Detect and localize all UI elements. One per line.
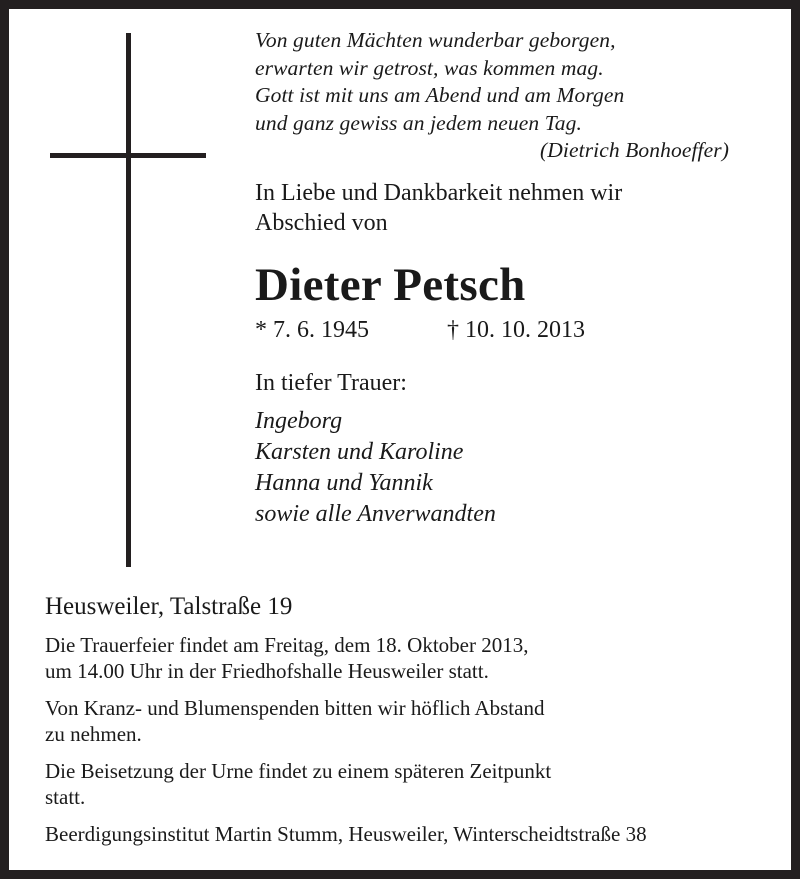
farewell-text: [255, 178, 783, 238]
flowers-line: Von Kranz- und Blumenspenden bitten wir höflich Abstand: [45, 696, 545, 720]
poem-line: Von guten Mächten wunderbar geborgen,: [255, 28, 616, 52]
deceased-name: Dieter Petsch: [255, 258, 526, 311]
funeral-service-info: [45, 632, 789, 684]
mourning-heading: In tiefer Trauer:: [255, 369, 407, 396]
poem-line: Gott ist mit uns am Abend und am Morgen: [255, 83, 625, 107]
mourner-name: Karsten und Karoline: [255, 438, 464, 465]
christian-cross-icon: [50, 33, 246, 577]
lower-text-block: [45, 591, 789, 847]
urn-burial-info: [45, 758, 789, 810]
mourner-name: Hanna und Yannik: [255, 469, 433, 496]
farewell-line: In Liebe und Dankbarkeit nehmen wir: [255, 179, 623, 206]
life-dates: [255, 316, 783, 344]
mourner-list: [255, 406, 783, 530]
poem-line: und ganz gewiss an jedem neuen Tag.: [255, 110, 582, 135]
notice-inner: [9, 9, 791, 870]
urn-line: statt.: [45, 785, 86, 809]
mourner-name: sowie alle Anverwandten: [255, 500, 496, 527]
death-date: † 10. 10. 2013: [447, 316, 585, 343]
service-line: Die Trauerfeier findet am Freitag, dem 18. Oktober 2013,: [45, 633, 529, 657]
poem-line: erwarten wir getrost, was kommen mag.: [255, 55, 604, 80]
flowers-line: zu nehmen.: [45, 722, 142, 746]
family-address: Heusweiler, Talstraße 19: [45, 593, 293, 620]
cross-horizontal-bar: [50, 153, 206, 158]
farewell-line: Abschied von: [255, 209, 388, 236]
poem-attribution: (Dietrich Bonhoeffer): [540, 138, 729, 162]
cross-vertical-stem: [126, 33, 131, 567]
flowers-request: [45, 695, 789, 747]
undertaker-info: Beerdigungsinstitut Martin Stumm, Heusweiler, Winterscheidtstraße 38: [45, 822, 647, 846]
service-line: um 14.00 Uhr in der Friedhofshalle Heusweiler statt.: [45, 659, 489, 683]
urn-line: Die Beisetzung der Urne findet zu einem späteren Zeitpunkt: [45, 759, 552, 783]
birth-date: * 7. 6. 1945: [255, 316, 369, 343]
memorial-poem: [255, 27, 783, 165]
upper-text-column: [255, 27, 783, 530]
mourner-name: Ingeborg: [255, 407, 343, 434]
